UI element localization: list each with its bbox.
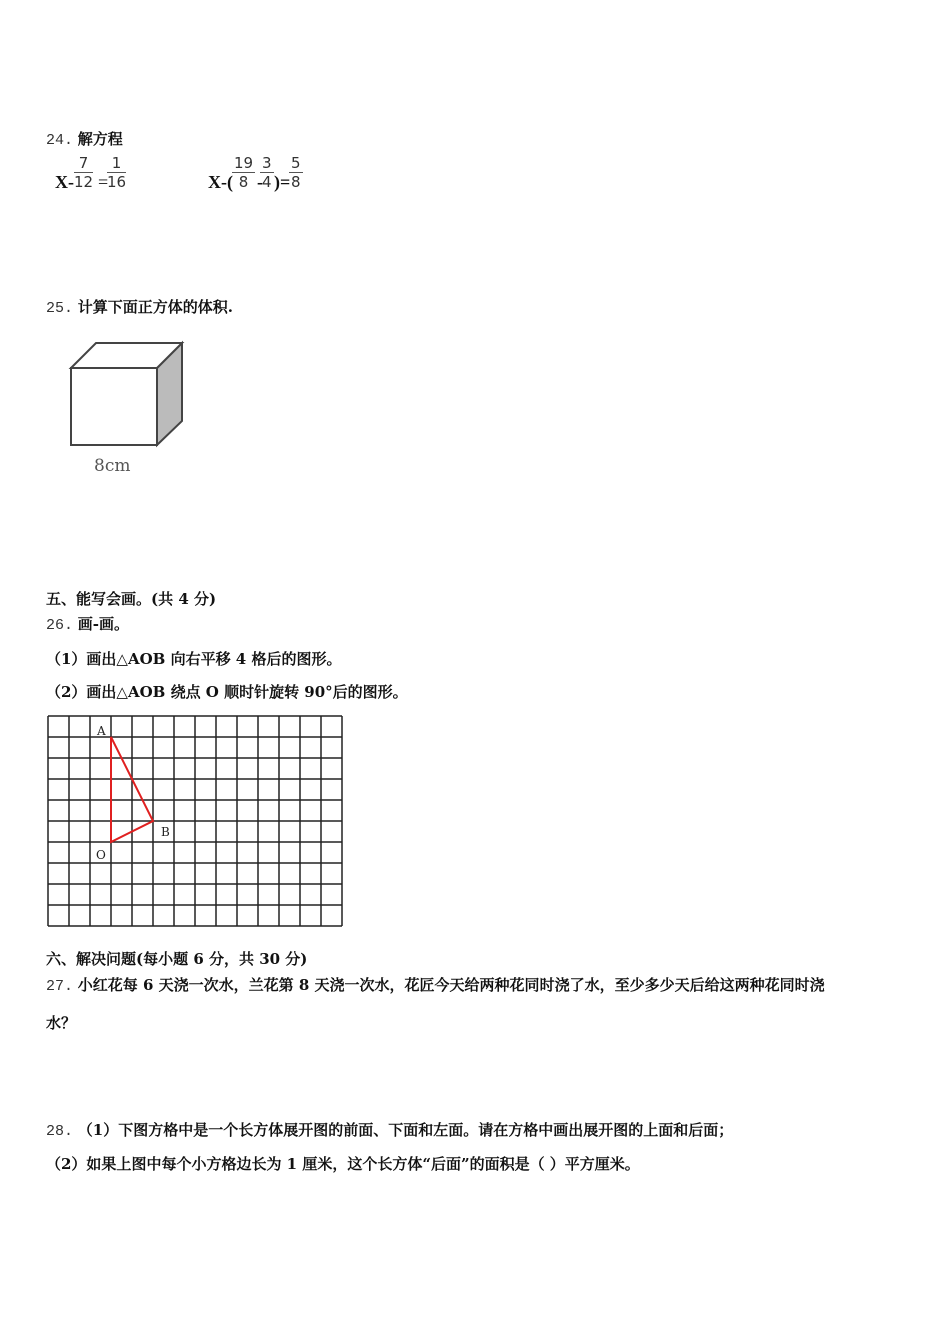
q25-heading bbox=[46, 296, 233, 317]
cube-figure bbox=[60, 335, 200, 455]
q26-number: 26. bbox=[46, 617, 74, 634]
eq2-frac3 bbox=[289, 154, 303, 191]
section6-title: 六、解决问题(每小题 6 分，共 30 分) bbox=[46, 950, 308, 968]
eq2-frac2 bbox=[260, 154, 274, 191]
q24-title: 解方程 bbox=[77, 130, 123, 148]
q28-line1 bbox=[46, 1119, 733, 1140]
q27-line1 bbox=[46, 974, 825, 995]
q26-part1: （1）画出△AOB 向右平移 4 格后的图形。 bbox=[46, 650, 342, 668]
eq1-x: X- bbox=[55, 172, 74, 192]
q26-part2: （2）画出△AOB 绕点 O 顺时针旋转 90°后的图形。 bbox=[46, 683, 408, 701]
q27-line2: 水？ bbox=[46, 1014, 77, 1032]
point-label-a: A bbox=[97, 724, 106, 738]
denominator: 4 bbox=[262, 173, 272, 191]
q27-number: 27. bbox=[46, 978, 74, 995]
denominator: 8 bbox=[238, 173, 249, 191]
denominator: 16 bbox=[107, 173, 127, 191]
eq2-x: X-( bbox=[208, 172, 233, 192]
q24-number: 24. bbox=[46, 132, 74, 149]
numerator: 3 bbox=[262, 154, 272, 172]
square-grid bbox=[40, 708, 360, 938]
q25-number: 25. bbox=[46, 300, 74, 317]
eq2-close: )= bbox=[274, 172, 291, 192]
q26-heading bbox=[46, 613, 129, 634]
denominator: 12 bbox=[74, 173, 94, 191]
eq1-frac1 bbox=[74, 154, 93, 191]
eq1-frac2 bbox=[107, 154, 126, 191]
eq1-equals: = bbox=[98, 172, 109, 192]
eq2-frac1 bbox=[232, 154, 255, 191]
q28-number: 28. bbox=[46, 1123, 74, 1140]
numerator: 5 bbox=[291, 154, 301, 172]
eq2-minus: - bbox=[257, 172, 263, 192]
section5-title: 五、能写会画。(共 4 分) bbox=[46, 590, 217, 608]
q28-part1: （1）下图方格中是一个长方体展开图的前面、下面和左面。请在方格中画出展开图的上面和后面； bbox=[77, 1121, 734, 1139]
point-label-b: B bbox=[161, 825, 170, 839]
q27-text: 小红花每 6 天浇一次水，兰花第 8 天浇一次水，花匠今天给两种花同时浇了水，至少多少天后给这两种花同时浇 bbox=[77, 976, 825, 994]
numerator: 7 bbox=[74, 154, 93, 173]
q26-title: 画-画。 bbox=[77, 615, 130, 633]
cube-label: 8cm bbox=[94, 456, 131, 476]
q24-heading bbox=[46, 128, 123, 149]
denominator: 8 bbox=[291, 173, 301, 191]
q25-title: 计算下面正方体的体积. bbox=[77, 298, 234, 316]
point-label-o: O bbox=[96, 848, 106, 862]
numerator: 1 bbox=[107, 154, 126, 173]
numerator: 19 bbox=[234, 154, 254, 172]
q28-part2: （2）如果上图中每个小方格边长为 1 厘米，这个长方体“后面”的面积是（ ）平方厘米。 bbox=[46, 1155, 640, 1173]
